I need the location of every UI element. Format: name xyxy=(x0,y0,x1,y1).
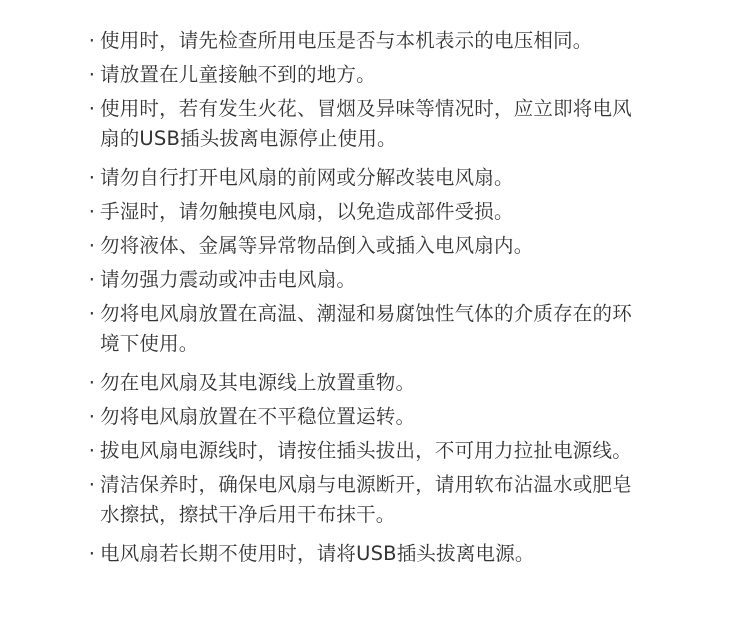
item-text-continued: 水擦拭，擦拭干净后用干布抹干。 xyxy=(100,503,396,526)
list-item xyxy=(86,231,686,261)
bullet: · xyxy=(88,302,96,325)
list-item xyxy=(86,26,686,56)
bullet: · xyxy=(88,439,96,462)
bullet: · xyxy=(88,268,96,291)
item-text: 拔电风扇电源线时，请按住插头拔出，不可用力拉扯电源线。 xyxy=(100,439,632,462)
bullet: · xyxy=(88,234,96,257)
item-text: 手湿时，请勿触摸电风扇，以免造成部件受损。 xyxy=(100,200,514,223)
item-text: 请放置在儿童接触不到的地方。 xyxy=(100,63,376,86)
list-item xyxy=(86,94,686,154)
item-text: 勿将电风扇放置在不平稳位置运转。 xyxy=(100,405,416,428)
bullet: · xyxy=(88,97,96,120)
bullet: · xyxy=(88,200,96,223)
bullet: · xyxy=(88,371,96,394)
list-item xyxy=(86,197,686,227)
list-item xyxy=(86,470,686,530)
item-text: 请勿强力震动或冲击电风扇。 xyxy=(100,268,357,291)
item-text: 清洁保养时，确保电风扇与电源断开，请用软布沾温水或肥皂 xyxy=(100,473,632,496)
list-item xyxy=(86,436,686,466)
item-text-continued: 扇的USB插头拔离电源停止使用。 xyxy=(100,127,397,150)
bullet: · xyxy=(88,63,96,86)
bullet: · xyxy=(88,29,96,52)
list-item xyxy=(86,299,686,359)
list-item xyxy=(86,265,686,295)
item-text: 使用时，若有发生火花、冒烟及异味等情况时，应立即将电风 xyxy=(100,97,632,120)
item-text-continued: 境下使用。 xyxy=(100,332,199,355)
item-text: 请勿自行打开电风扇的前网或分解改装电风扇。 xyxy=(100,166,514,189)
bullet: · xyxy=(88,405,96,428)
list-item xyxy=(86,539,686,569)
item-text: 勿在电风扇及其电源线上放置重物。 xyxy=(100,371,416,394)
bullet: · xyxy=(88,542,96,565)
bullet: · xyxy=(88,473,96,496)
item-text: 勿将电风扇放置在高温、潮湿和易腐蚀性气体的介质存在的环 xyxy=(100,302,632,325)
list-item xyxy=(86,60,686,90)
item-text: 勿将液体、金属等异常物品倒入或插入电风扇内。 xyxy=(100,234,534,257)
item-text: 电风扇若长期不使用时，请将USB插头拔离电源。 xyxy=(100,542,535,565)
list-item xyxy=(86,368,686,398)
list-item xyxy=(86,402,686,432)
list-item xyxy=(86,163,686,193)
item-text: 使用时，请先检查所用电压是否与本机表示的电压相同。 xyxy=(100,29,593,52)
bullet: · xyxy=(88,166,96,189)
